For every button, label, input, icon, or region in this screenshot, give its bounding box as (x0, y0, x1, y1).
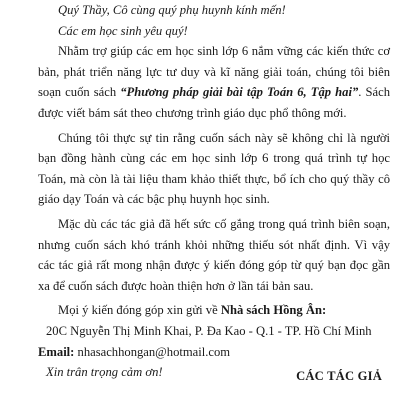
paragraph-purpose (38, 41, 390, 123)
paragraph-belief: Chúng tôi thực sự tin rằng cuốn sách này sẽ không chỉ là người bạn đồng hành cùng các em học sinh lớp 6 trong quá trình tự học Toán, mà còn là tài liệu tham khảo thiết thực, bổ ích cho quý thầy cô giáo dạy Toán và các bậc phụ huynh học sinh. (38, 130, 390, 207)
contact-intro (38, 300, 390, 321)
paragraph-purpose-text: Nhằm trợ giúp các em học sinh lớp 6 nắm vững các kiến thức cơ bản, phát triển năng lực tư duy và kĩ năng giải toán, chúng tôi biên soạn cuốn sách (38, 44, 390, 100)
paragraph-feedback: Mặc dù các tác giả đã hết sức cố gắng trong quá trình biên soạn, nhưng cuốn sách khó tránh khỏi những thiếu sót nhất định. Vì vậy các tác giả rất mong nhận được ý kiến đóng góp từ quý bạn đọc gần xa để cuốn sách được hoàn thiện hơn ở lần tái bản sau. (38, 216, 390, 293)
email-address: nhasachhongan@hotmail.com (74, 344, 231, 359)
book-title: “Phương pháp giải bài tập Toán 6, Tập hai” (120, 85, 359, 100)
contact-intro-text: Mọi ý kiến đóng góp xin gửi về (58, 303, 221, 318)
greeting-students: Các em học sinh yêu quý! (58, 23, 188, 38)
thanks-line: Xin trân trọng cảm ơn! (46, 365, 163, 380)
email-label: Email: (38, 344, 75, 359)
publisher-address: 20C Nguyễn Thị Minh Khai, P. Đa Kao - Q.1 - TP. Hồ Chí Minh (46, 323, 372, 338)
paragraph-purpose-end: . Sách được viết bám sát theo chương trình giáo dục phổ thông mới. (38, 85, 391, 120)
authors-signature: CÁC TÁC GIẢ (296, 369, 382, 383)
publisher-name: Nhà sách Hồng Ân: (220, 303, 327, 318)
email-line (38, 342, 390, 363)
greeting-teachers-parents: Quý Thầy, Cô cùng quý phụ huynh kính mến! (58, 3, 286, 17)
preface-page (38, 0, 390, 383)
